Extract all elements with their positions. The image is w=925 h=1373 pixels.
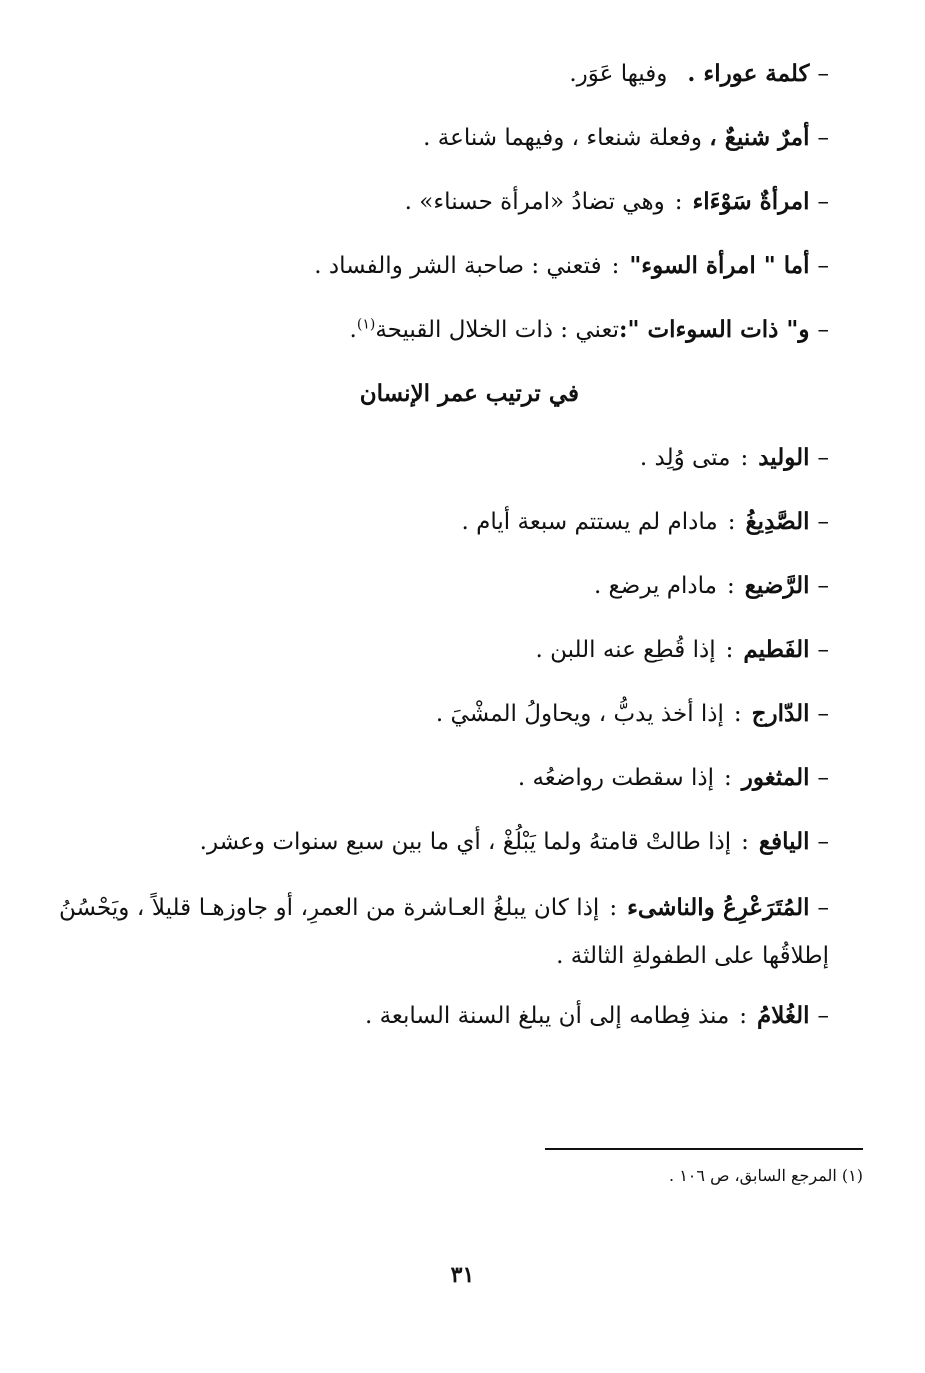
entry-line: [59, 692, 829, 756]
entry-term: أمرٌ شنيعٌ ،: [709, 124, 810, 151]
entry-definition: فتعني : صاحبة الشر والفساد .: [314, 253, 602, 279]
entry-line: [59, 436, 829, 500]
dash: –: [817, 573, 829, 599]
entry-term: الغُلامُ: [757, 1002, 810, 1029]
entry-term: و" ذات السوءات ":: [618, 316, 810, 343]
entry-definition: مادام يرضع .: [593, 573, 717, 599]
entry-definition: وفعلة شنعاء ، وفيهما شناعة .: [423, 125, 702, 151]
dash: –: [817, 1003, 829, 1029]
entry-line: [59, 756, 829, 820]
footnote-reference[interactable]: (١): [356, 316, 376, 333]
entry-line: [59, 994, 829, 1058]
colon: :: [674, 189, 683, 215]
entry-definition: متى وُلِد .: [639, 445, 731, 471]
entry-term: الوليد: [758, 444, 810, 471]
entry-term: الصَّدِيغُ: [745, 508, 810, 535]
page-number: ٣١: [450, 1262, 475, 1288]
section-heading: في ترتيب عمر الإنسان: [359, 380, 579, 407]
colon: :: [609, 895, 618, 921]
entry-term: الفَطيم: [743, 636, 810, 663]
entry-term: كلمة عوراء .: [687, 60, 810, 87]
dash: –: [817, 253, 829, 279]
dash: –: [817, 189, 829, 215]
colon: :: [727, 509, 736, 535]
entry-definition: منذ فِطامه إلى أن يبلغ السنة السابعة .: [364, 1003, 730, 1029]
colon: :: [726, 573, 735, 599]
colon: :: [724, 765, 732, 791]
entry-line: [59, 180, 829, 244]
colon: :: [739, 1003, 748, 1029]
entry-line: [59, 564, 829, 628]
entry-line: [59, 820, 829, 884]
entry-definition: إذا سقطت رواضعُه .: [517, 765, 715, 791]
footnote: (١) المرجع السابق، ص ١٠٦ .: [669, 1166, 863, 1185]
entry-line: [59, 628, 829, 692]
entry-definition: مادام لم يستتم سبعة أيام .: [461, 509, 718, 535]
entry-term: اليافع: [758, 828, 810, 855]
dash: –: [817, 637, 829, 663]
entry-line: [59, 116, 829, 180]
entry-definition: إذا طالتْ قامتهُ ولما يَبْلُغْ ، أي ما بين سبع سنوات وعشر.: [199, 829, 732, 855]
dash: –: [817, 125, 829, 151]
entry-term: امرأةٌ سَوْءَاء: [692, 188, 810, 215]
dash: –: [817, 701, 829, 727]
colon: :: [725, 637, 734, 663]
entry-definition: إذا كان يبلغُ العـاشرة من العمرِ، أو جاوزهـا قليلاً ، ويَحْسُنُ إطلاقُها على الطفولةِ الثالثة .: [59, 895, 829, 969]
entry-definition: تعني : ذات الخلال القبيحة: [375, 317, 619, 343]
entry-line: [59, 500, 829, 564]
entry-tail: .: [349, 317, 357, 343]
dash: –: [817, 829, 829, 855]
entry-term: المثغور: [741, 764, 810, 791]
dash: –: [817, 61, 829, 87]
footnote-divider: [545, 1148, 863, 1150]
dash: –: [817, 509, 829, 535]
entry-term: الدّارج: [751, 700, 810, 727]
main-text: [59, 52, 829, 1058]
entry-line: [59, 244, 829, 308]
dash: –: [817, 895, 829, 921]
dash: –: [817, 445, 829, 471]
entry-term: الرَّضيع: [744, 572, 810, 599]
entry-term: أما " امرأة السوء": [629, 252, 810, 279]
colon: :: [611, 253, 620, 279]
entry-definition: وفيها عَوَر.: [569, 61, 668, 87]
entry-line: [59, 52, 829, 116]
dash: –: [817, 765, 829, 791]
entry-line-wrapped: [59, 884, 829, 980]
dash: –: [817, 317, 829, 343]
colon: :: [733, 701, 742, 727]
entry-definition: إذا أخذ يدبُّ ، ويحاولُ المشْيَ .: [435, 701, 724, 727]
entry-term: المُتَرَعْرِعُ والناشىء: [627, 894, 810, 921]
entry-definition: إذا قُطِع عنه اللبن .: [535, 637, 716, 663]
colon: :: [740, 445, 749, 471]
colon: :: [741, 829, 749, 855]
entry-definition: وهي تضادُ «امرأة حسناء» .: [404, 189, 665, 215]
entry-line: [59, 308, 829, 372]
